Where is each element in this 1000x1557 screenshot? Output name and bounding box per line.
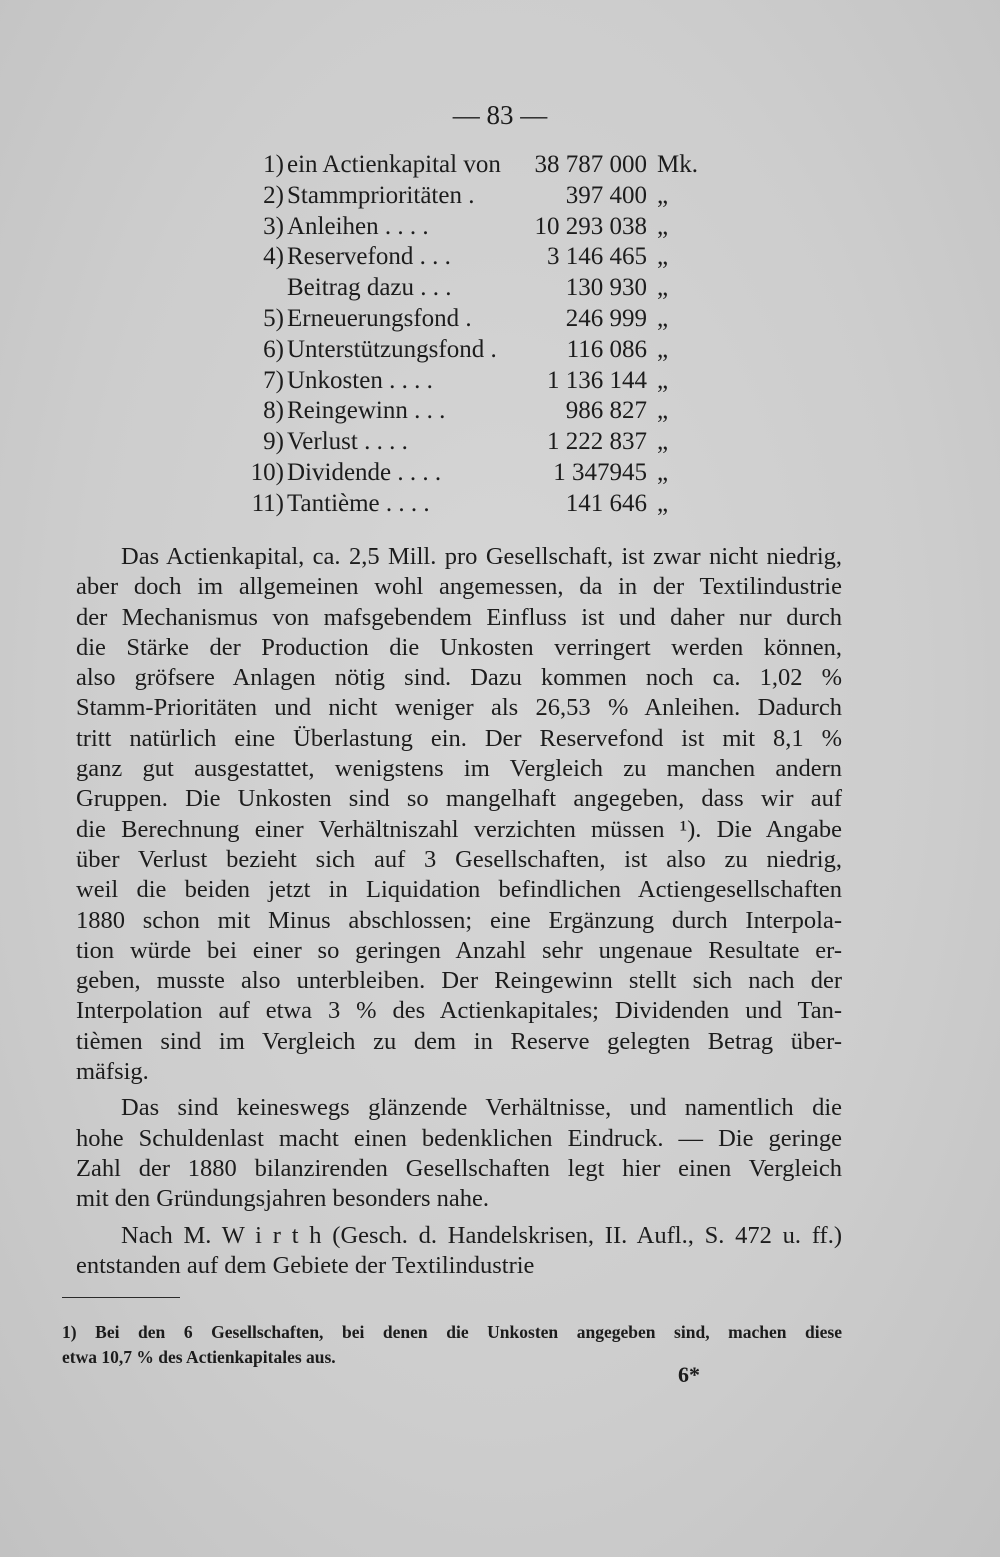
ledger-row-label: Erneuerungsfond . xyxy=(287,304,472,332)
ledger-row-unit: „ xyxy=(657,335,669,363)
ledger-row-number: 3) xyxy=(263,212,284,240)
ledger-row-label: Tantième . . . . xyxy=(287,489,430,517)
ledger-row-number: 6) xyxy=(263,335,284,363)
ledger-row xyxy=(232,242,732,273)
ledger-row-amount: 246 999 xyxy=(565,304,647,332)
ledger-row-amount: 38 787 000 xyxy=(534,151,647,178)
ledger-row-unit: „ xyxy=(657,428,669,456)
paragraph-3 xyxy=(76,1221,842,1282)
body-text xyxy=(76,542,842,1281)
ledger-row-amount: 1 347945 xyxy=(553,458,647,486)
ledger-row-label: Unterstützungsfond . xyxy=(287,335,497,363)
text-line: die Berechnung einer Verhältniszahl verzichten müssen ¹). Die Angabe xyxy=(76,815,842,843)
ledger-row-label: Unkosten . . . . xyxy=(287,366,433,394)
text-line: Gruppen. Die Unkosten sind so mangelhaft angegeben, dass wir auf xyxy=(76,785,842,813)
ledger-row-amount: 10 293 038 xyxy=(534,212,647,240)
text-line: Das sind keineswegs glänzende Verhältnisse, und namentlich die xyxy=(121,1094,842,1122)
ledger-row-label: ein Actienkapital von xyxy=(287,151,501,178)
ledger-row-number: 9) xyxy=(263,428,284,456)
ledger-row xyxy=(232,150,732,181)
ledger-row-unit: „ xyxy=(657,489,669,517)
ledger-row-unit: „ xyxy=(657,181,669,209)
ledger-row-number: 5) xyxy=(263,304,284,332)
ledger-row xyxy=(232,181,732,212)
ledger-row xyxy=(232,427,732,458)
text-line: tion würde bei einer so geringen Anzahl sehr ungenaue Resultate er- xyxy=(76,936,842,964)
ledger-row-number: 2) xyxy=(263,181,284,209)
ledger-row-amount: 141 646 xyxy=(565,489,647,517)
ledger-row-number: 4) xyxy=(263,243,284,271)
ledger-row xyxy=(232,489,732,520)
ledger-row-amount: 1 136 144 xyxy=(547,366,647,394)
text-line: weil die beiden jetzt in Liquidation befindlichen Actiengesellschaften xyxy=(76,876,842,904)
ledger-row-label: Dividende . . . . xyxy=(287,458,442,486)
text-line: mit den Gründungsjahren besonders nahe. xyxy=(76,1185,489,1213)
ledger-row-unit: Mk. xyxy=(657,151,698,178)
ledger-row-label: Verlust . . . . xyxy=(287,428,408,456)
footnote-divider xyxy=(62,1297,180,1298)
ledger-row xyxy=(232,335,732,366)
footnote-line: etwa 10,7 % des Actienkapitales aus. xyxy=(62,1347,336,1367)
text-line: mäfsig. xyxy=(76,1058,149,1086)
ledger-row-amount: 3 146 465 xyxy=(547,243,647,271)
text-line: tièmen sind im Vergleich zu dem in Reserve gelegten Betrag über- xyxy=(76,1027,842,1055)
ledger-row-amount: 130 930 xyxy=(565,274,647,302)
signature-mark: 6* xyxy=(678,1362,700,1387)
text-line: ganz gut ausgestattet, wenigstens im Vergleich zu manchen andern xyxy=(76,755,842,783)
ledger-row-label: Reservefond . . . xyxy=(287,243,451,271)
ledger-row xyxy=(232,366,732,397)
ledger-row-unit: „ xyxy=(657,366,669,394)
ledger-row-number: 8) xyxy=(263,397,284,425)
paragraph-2 xyxy=(76,1093,842,1214)
ledger-row-number: 7) xyxy=(263,366,284,394)
ledger-row-number: 1) xyxy=(263,151,284,178)
ledger-row-unit: „ xyxy=(657,458,669,486)
text-line: Nach M. W i r t h (Gesch. d. Handelskrisen, II. Aufl., S. 472 u. ff.) xyxy=(121,1221,842,1249)
text-line: entstanden auf dem Gebiete der Textilindustrie xyxy=(76,1251,535,1279)
ledger-row xyxy=(232,212,732,243)
ledger-table xyxy=(232,150,732,520)
ledger-row-label: Reingewinn . . . xyxy=(287,397,446,425)
ledger-row-unit: „ xyxy=(657,274,669,302)
ledger-row-label: Stammprioritäten . xyxy=(287,181,475,209)
ledger-row-unit: „ xyxy=(657,243,669,271)
text-line: Stamm-Prioritäten und nicht weniger als 26,53 % Anleihen. Dadurch xyxy=(76,694,842,722)
text-line: Interpolation auf etwa 3 % des Actienkapitales; Dividenden und Tan- xyxy=(76,997,842,1025)
ledger-row-label: Beitrag dazu . . . xyxy=(287,274,452,302)
ledger-row-amount: 116 086 xyxy=(566,335,647,363)
ledger-row-unit: „ xyxy=(657,304,669,332)
footnote-line: 1) Bei den 6 Gesellschaften, bei denen die Unkosten angegeben sind, machen diese xyxy=(62,1322,842,1342)
ledger-row xyxy=(232,273,732,304)
ledger-row-amount: 1 222 837 xyxy=(547,428,647,456)
ledger-row xyxy=(232,458,732,489)
text-line: über Verlust bezieht sich auf 3 Gesellschaften, ist also zu niedrig, xyxy=(76,845,842,873)
text-line: aber doch im allgemeinen wohl angemessen, da in der Textilindustrie xyxy=(76,573,842,601)
ledger-row-unit: „ xyxy=(657,397,669,425)
text-line: Zahl der 1880 bilanzirenden Gesellschaften legt hier einen Vergleich xyxy=(76,1154,842,1182)
footnote xyxy=(62,1320,842,1370)
text-line: die Stärke der Production die Unkosten verringert werden können, xyxy=(76,633,842,661)
paragraph-1 xyxy=(76,542,842,1087)
ledger-row-label: Anleihen . . . . xyxy=(287,212,429,240)
text-line: hohe Schuldenlast macht einen bedenklichen Eindruck. — Die geringe xyxy=(76,1124,842,1152)
text-line: geben, musste also unterbleiben. Der Reingewinn stellt sich nach der xyxy=(76,967,842,995)
ledger-row-number: 11) xyxy=(251,489,284,517)
text-line: Das Actienkapital, ca. 2,5 Mill. pro Gesellschaft, ist zwar nicht niedrig, xyxy=(121,543,842,570)
text-line: also gröfsere Anlagen nötig sind. Dazu kommen noch ca. 1,02 % xyxy=(76,664,842,692)
ledger-row xyxy=(232,304,732,335)
text-line: der Mechanismus von mafsgebendem Einfluss ist und daher nur durch xyxy=(76,603,842,631)
ledger-row xyxy=(232,396,732,427)
text-line: tritt natürlich eine Überlastung ein. Der Reservefond ist mit 8,1 % xyxy=(76,724,842,752)
ledger-row-amount: 986 827 xyxy=(565,397,647,425)
ledger-row-amount: 397 400 xyxy=(565,181,647,209)
page-number: — 83 — xyxy=(452,100,548,130)
text-line: 1880 schon mit Minus abschlossen; eine Ergänzung durch Interpola- xyxy=(76,906,842,934)
ledger-row-number: 10) xyxy=(250,458,284,486)
ledger-row-unit: „ xyxy=(657,212,669,240)
